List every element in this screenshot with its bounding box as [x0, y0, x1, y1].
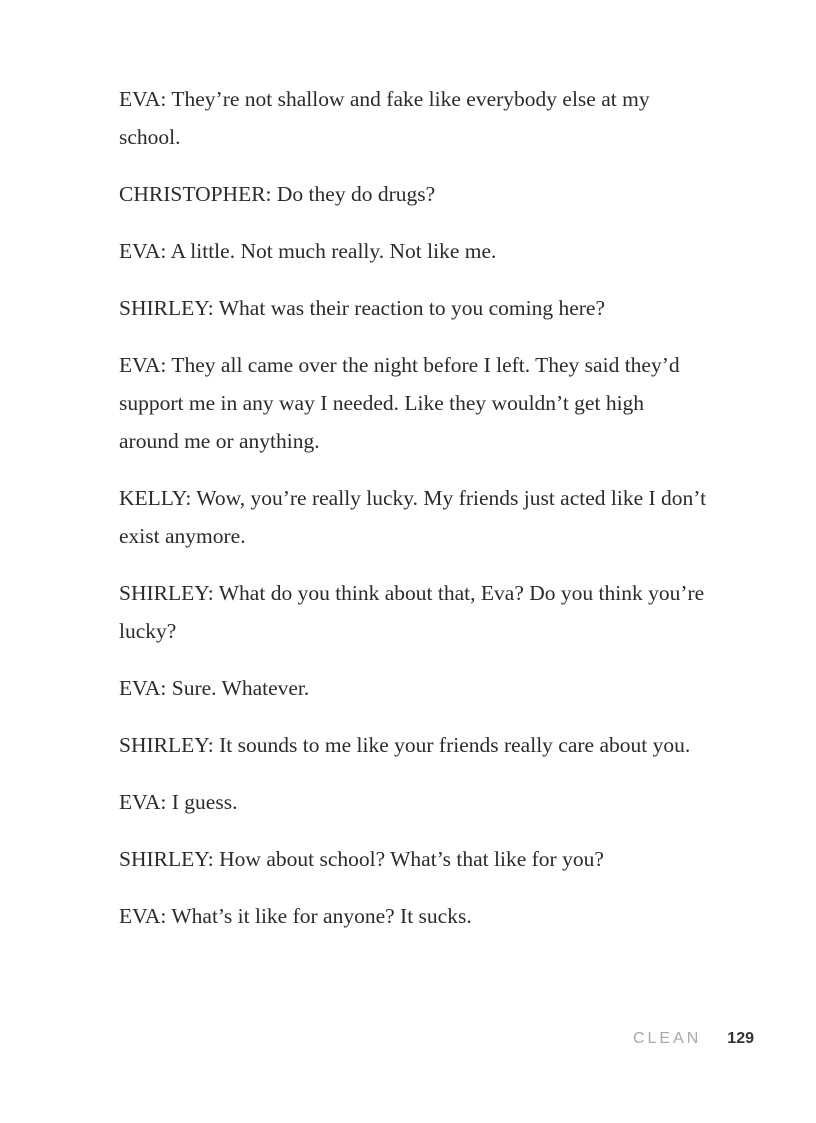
paragraph-eva-sucks: EVA: What’s it like for anyone? It sucks. — [119, 904, 472, 928]
paragraph-eva-little: EVA: A little. Not much really. Not like me. — [119, 239, 497, 263]
page-footer — [633, 1030, 754, 1048]
paragraph-eva-friends: EVA: They’re not shallow and fake like everybody else at my school. — [119, 87, 650, 149]
paragraph-eva-night-before: EVA: They all came over the night before I left. They said they’d support me in any way I needed. Like they wouldn’t get high around me or anything. — [119, 353, 680, 453]
running-head: CLEAN — [632, 1030, 702, 1047]
paragraph-kelly-lucky: KELLY: Wow, you’re really lucky. My friends just acted like I don’t exist anymore. — [119, 486, 707, 548]
paragraph-eva-guess: EVA: I guess. — [119, 790, 238, 814]
paragraph-shirley-school: SHIRLEY: How about school? What’s that like for you? — [119, 847, 604, 871]
paragraph-eva-whatever: EVA: Sure. Whatever. — [119, 676, 310, 700]
page-number: 129 — [727, 1030, 754, 1047]
paragraph-shirley-reaction: SHIRLEY: What was their reaction to you coming here? — [119, 296, 606, 320]
paragraph-shirley-lucky: SHIRLEY: What do you think about that, Eva? Do you think you’re lucky? — [119, 581, 705, 643]
paragraph-christopher-drugs: CHRISTOPHER: Do they do drugs? — [119, 182, 436, 206]
paragraph-shirley-care: SHIRLEY: It sounds to me like your friends really care about you. — [119, 733, 691, 757]
dialogue-text — [119, 80, 709, 954]
